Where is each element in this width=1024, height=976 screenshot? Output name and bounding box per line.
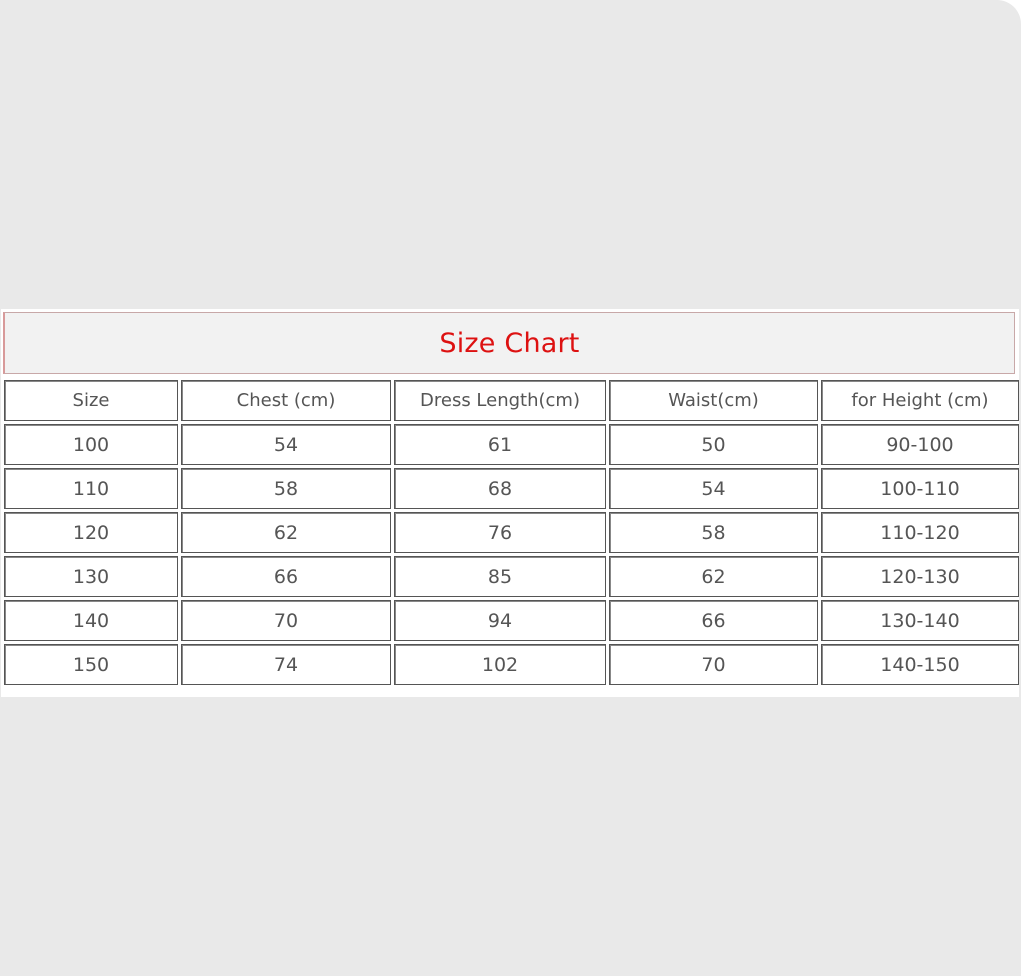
- table-header-row: [4, 380, 1019, 421]
- column-header-waist: Waist(cm): [609, 380, 818, 421]
- cell-chest: 66: [181, 556, 391, 597]
- cell-chest: 62: [181, 512, 391, 553]
- cell-height: 120-130: [821, 556, 1019, 597]
- cell-size: 140: [4, 600, 178, 641]
- cell-waist: 50: [609, 424, 818, 465]
- column-header-dress-length: Dress Length(cm): [394, 380, 606, 421]
- cell-size: 130: [4, 556, 178, 597]
- size-table: [1, 377, 1022, 688]
- cell-size: 150: [4, 644, 178, 685]
- cell-chest: 70: [181, 600, 391, 641]
- cell-chest: 54: [181, 424, 391, 465]
- cell-dress-length: 94: [394, 600, 606, 641]
- cell-dress-length: 61: [394, 424, 606, 465]
- column-header-height: for Height (cm): [821, 380, 1019, 421]
- cell-waist: 66: [609, 600, 818, 641]
- column-header-size: Size: [4, 380, 178, 421]
- cell-dress-length: 85: [394, 556, 606, 597]
- column-header-chest: Chest (cm): [181, 380, 391, 421]
- table-row: [4, 556, 1019, 597]
- cell-dress-length: 76: [394, 512, 606, 553]
- size-chart-title-bar: [3, 312, 1015, 374]
- cell-height: 90-100: [821, 424, 1019, 465]
- size-chart: [1, 309, 1019, 697]
- cell-waist: 62: [609, 556, 818, 597]
- cell-dress-length: 102: [394, 644, 606, 685]
- cell-waist: 70: [609, 644, 818, 685]
- cell-size: 100: [4, 424, 178, 465]
- cell-dress-length: 68: [394, 468, 606, 509]
- table-row: [4, 512, 1019, 553]
- cell-height: 130-140: [821, 600, 1019, 641]
- table-row: [4, 424, 1019, 465]
- cell-chest: 74: [181, 644, 391, 685]
- table-row: [4, 600, 1019, 641]
- cell-waist: 58: [609, 512, 818, 553]
- cell-waist: 54: [609, 468, 818, 509]
- cell-height: 100-110: [821, 468, 1019, 509]
- size-chart-title: Size Chart: [439, 327, 580, 359]
- cell-height: 140-150: [821, 644, 1019, 685]
- table-row: [4, 468, 1019, 509]
- cell-size: 120: [4, 512, 178, 553]
- cell-height: 110-120: [821, 512, 1019, 553]
- table-row: [4, 644, 1019, 685]
- cell-chest: 58: [181, 468, 391, 509]
- cell-size: 110: [4, 468, 178, 509]
